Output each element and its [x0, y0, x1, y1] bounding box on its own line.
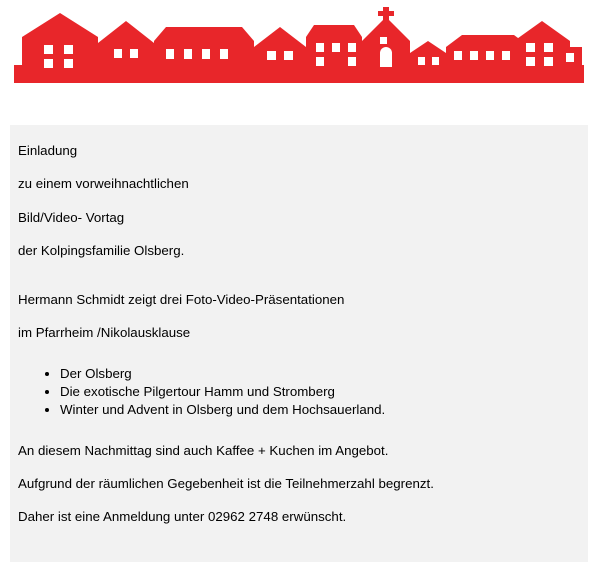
presentation-list	[10, 365, 588, 419]
spacer	[10, 458, 588, 476]
speaker-line-2: im Pfarrheim /Nikolausklause	[18, 325, 191, 341]
spacer	[10, 158, 588, 176]
spacer	[10, 307, 588, 325]
list-item: • Die exotische Pilgertour Hamm und Stromberg	[60, 383, 588, 401]
closing-line-1: An diesem Nachmittag sind auch Kaffee + Kuchen im Angebot.	[18, 442, 389, 458]
spacer	[10, 524, 588, 548]
banner-image	[14, 7, 584, 85]
list-item: • Winter und Advent in Olsberg und dem Hochsauerland.	[60, 401, 588, 419]
spacer	[10, 225, 588, 243]
spacer	[10, 125, 588, 143]
spacer	[10, 491, 588, 509]
kolping-houses-banner-icon	[14, 7, 584, 85]
spacer	[10, 419, 588, 443]
speaker-line-1: Hermann Schmidt zeigt drei Foto-Video-Präsentationen	[18, 292, 345, 308]
list-item: • Der Olsberg	[60, 365, 588, 383]
closing-line-3: Daher ist eine Anmeldung unter 02962 2748 erwünscht.	[18, 509, 347, 525]
invitation-text-block	[10, 125, 588, 562]
spacer	[10, 341, 588, 365]
invitation-line-1: Einladung	[18, 143, 78, 158]
closing-line-2: Aufgrund der räumlichen Gegebenheit ist die Teilnehmerzahl begrenzt.	[18, 475, 434, 491]
spacer	[10, 282, 588, 292]
spacer	[10, 548, 588, 562]
invitation-line-3: Bild/Video- Vortag	[18, 209, 125, 225]
invitation-line-4: der Kolpingsfamilie Olsberg.	[18, 242, 185, 258]
spacer	[10, 258, 588, 282]
invitation-line-2: zu einem vorweihnachtlichen	[18, 176, 189, 192]
invitation-page	[0, 7, 600, 530]
spacer	[10, 192, 588, 210]
